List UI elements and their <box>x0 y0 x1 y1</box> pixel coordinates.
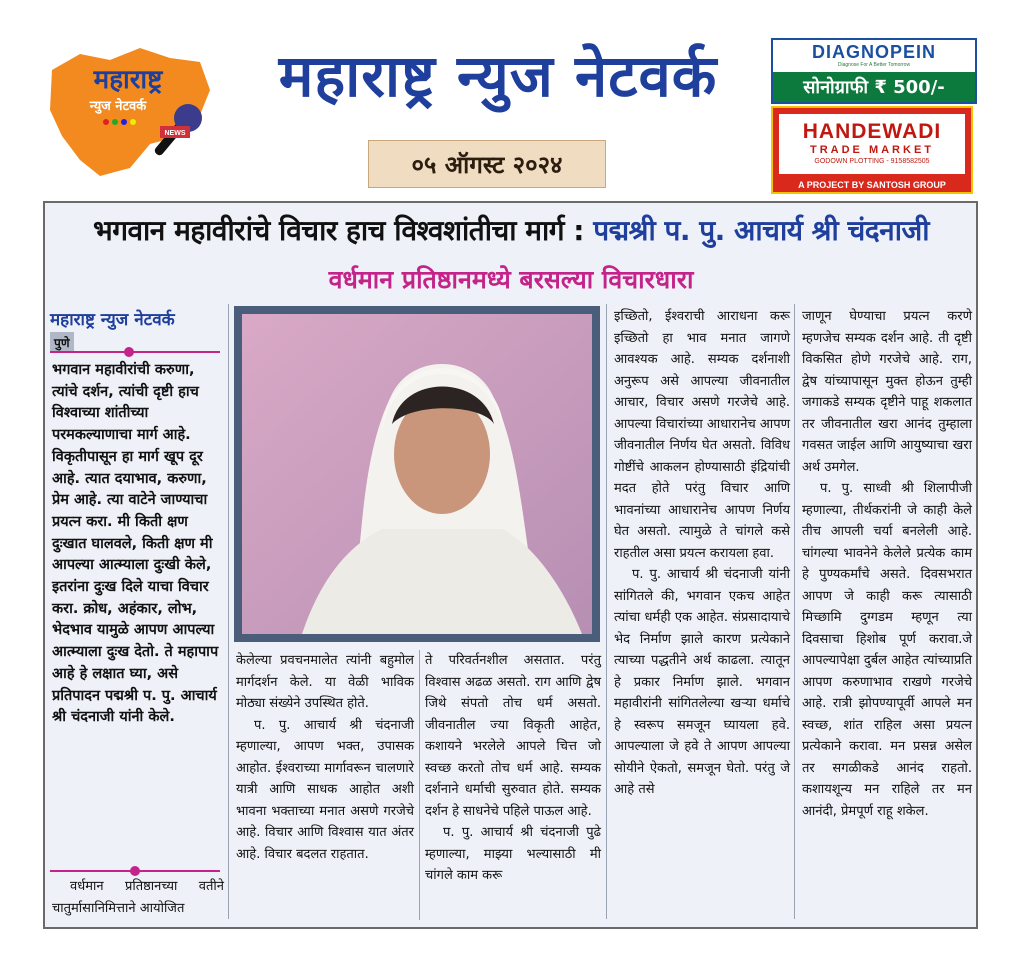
article-headline <box>46 211 976 249</box>
logo-news-label: NEWS <box>164 130 186 137</box>
divider <box>50 870 220 872</box>
portrait-image <box>242 314 592 634</box>
article-photo <box>234 306 600 642</box>
brand-logo <box>40 40 220 180</box>
handewadi-contact: GODOWN PLOTTING - 9158582505 <box>814 158 930 165</box>
diagnopein-tagline: Diagnose For A Better Tomorrow <box>837 62 911 68</box>
column-rule <box>794 304 795 919</box>
paragraph: जाणून घेण्याचा प्रयत्न करणे म्हणजेच सम्यक दर्शन आहे. ती दृष्टी विकसित होणे गरजेचे आहे. राग, द्वेष यांच्यापासून मुक्त होऊन तुम्ही जगाकडे सम्यक दृष्टीने पाहू शकलात तर जीवनातील खरा आनंद तुम्हाला गवसत जाईल आणि आयुष्याचा खरा अर्थ उमगेल. <box>802 309 972 475</box>
diagnopein-offer: सोनोग्राफी ₹ 500/- <box>773 70 975 102</box>
maharashtra-map-icon <box>40 40 220 180</box>
lead-tail-paragraph: वर्धमान प्रतिष्ठानच्या वतीने चातुर्मासानिमित्ताने आयोजित <box>52 879 224 916</box>
paragraph: प. पु. आचार्य श्री चंदनाजी यांनी सांगितले की, भगवान एकच आहेत त्यांचा धर्मही एक आहेत. संप्रसादायाचे भेद निर्माण झाले कारण प्रत्येकाने त्याच्या पद्धतीने अर्थ काढला. त्यातून हे प्रकार निर्माण झाले. भगवान महावीरांनी सांगितलेल्या खऱ्या धर्माचे हे स्वरूप समजून घ्यायला हवे. आपल्याला जे हवे ते आपण आपल्या सोयीने ऐकतो, समजून घेतो. परंतु जे आहे तसे <box>614 567 790 797</box>
masthead-title: महाराष्ट्र न्युज नेटवर्क <box>278 42 718 110</box>
paragraph: प. पु. आचार्य श्री चंदनाजी पुढे म्हणाल्या, माझ्या भल्यासाठी मी चांगले काम करू <box>425 825 601 883</box>
article-column-5 <box>802 306 972 822</box>
lead-paragraph: भगवान महावीरांची करुणा, त्यांचे दर्शन, त्यांची दृष्टी हाच विश्वाच्या शांतीच्या परमकल्याणाचा मार्ग आहे. विकृतीपासून हा मार्ग खूप दूर आहे. त्यात दयाभाव, करुणा, प्रेम आहे. त्या वाटेने जाण्याचा प्रयत्न करा. मी किती क्षण दुःखात घालवले, किती क्षण मी आपल्या आत्म्याला दुःखी केले, इतरांना दुःख दिले याचा विचार करा. क्रोध, अहंकार, लोभ, भेदभाव यामुळे आपण आपल्या आत्म्याला दुःख देतो. ते महापाप आहे हे लक्षात घ्या, असे प्रतिपादन पद्मश्री प. पु. आचार्य श्री चंदनाजी यांनी केले. <box>52 362 219 726</box>
handewadi-title: HANDEWADI <box>802 120 942 143</box>
diagnopein-ad[interactable] <box>771 38 977 104</box>
logo-line1: महाराष्ट्र <box>93 65 163 95</box>
paragraph: इच्छितो, ईश्वराची आराधना करू इच्छितो हा भाव मनात जागणे आवश्यक आहे. सम्यक दर्शनाशी अनुरूप असे आपल्या जीवनातील आचार, विचार असणे गरजेचे आहे. आपल्या विचारांच्या आधारानेच आपण जीवनातील निर्णय घेत असतो. विविध गोष्टींचे आकलन होण्यासाठी इंद्रियांची मदत होते परंतु विचार आणि भावनांच्या आधारानेच आपण निर्णय घेत असतो. त्यामुळे ते चांगले कसे राहतील असा प्रयत्न करायला हवा. <box>614 309 790 561</box>
paragraph: प. पु. साध्वी श्री शिलापीजी म्हणाल्या, तीर्थकरांनी जे काही केले तीच आपली चर्या बनलेली आहे. चांगल्या भावनेने केलेले प्रत्येक काम हे पुण्यकर्मांचे असते. दिवसभरात आपण जे काही करू त्यासाठी मिच्छामि दुग्गडम म्हणून त्या दिवसाचा हिशोब पूर्ण करावा.जे आपल्यापेक्षा दुर्बल आहेत त्यांच्याप्रति आपण करुणाभाव राखणे गरजेचे आहे. रात्री झोपण्यापूर्वी आपले मन स्वच्छ, शांत राहिल असा प्रयत्न प्रत्येकाने करावा. मन प्रसन्न असेल तर सगळीकडे आनंद राहतो. कशायशून्य मन राहिले तर मन आनंदी, प्रेमपूर्ण राहू शकेल. <box>802 481 972 819</box>
logo-line2: न्युज नेटवर्क <box>89 99 147 114</box>
article-column-2 <box>236 650 414 865</box>
article-column-4 <box>614 306 790 801</box>
column-rule <box>419 650 420 920</box>
paragraph: केलेल्या प्रवचनमालेत त्यांनी बहुमोल मार्गदर्शन केले. या वेळी भाविक मोठ्या संख्येने उपस्थित होते. <box>236 653 414 711</box>
article-column-3 <box>425 650 601 887</box>
column-rule <box>606 304 607 919</box>
handewadi-footer: A PROJECT BY SANTOSH GROUP <box>798 180 946 190</box>
column-rule <box>228 304 229 919</box>
issue-date: ०५ ऑगस्ट २०२४ <box>368 140 606 188</box>
paragraph: प. पु. आचार्य श्री चंदनाजी म्हणाल्या, आपण भक्त, उपासक आहोत. ईश्वराच्या मार्गावरून चालणारे यात्री आणि साधक आहोत अशी भावना भक्ताच्या मनात असणे गरजेचे आहे. विचार आणि विश्वास यात अंतर आहे. विचार बदलत राहतात. <box>236 717 414 862</box>
byline: महाराष्ट्र न्युज नेटवर्क <box>50 310 175 330</box>
handewadi-ad[interactable] <box>771 106 973 194</box>
headline-part-a: भगवान महावीरांचे विचार हाच विश्वशांतीचा मार्ग : <box>93 214 584 247</box>
handewadi-subtitle: TRADE MARKET <box>810 144 934 156</box>
divider <box>50 351 220 353</box>
headline-part-b: पद्मश्री प. पु. आचार्य श्री चंदनाजी <box>593 214 929 247</box>
paragraph: ते परिवर्तनशील असतात. परंतु विश्वास अढळ असतो. राग आणि द्वेष जिथे संपतो तोच धर्म असतो. जीवनातील ज्या विकृती आहेत, कशायने भरलेले आपले चित्त जो स्वच्छ करतो तोच धर्म आहे. सम्यक दर्शनाने धर्माची सुरुवात होते. सम्यक दर्शन हे साधनेचे पहिले पाऊल आहे. <box>425 653 601 819</box>
article-subheadline: वर्धमान प्रतिष्ठानमध्ये बरसल्या विचारधारा <box>328 265 694 294</box>
diagnopein-brand: DIAGNOPEIN <box>811 42 936 62</box>
dateline-place: पुणे <box>50 332 74 353</box>
